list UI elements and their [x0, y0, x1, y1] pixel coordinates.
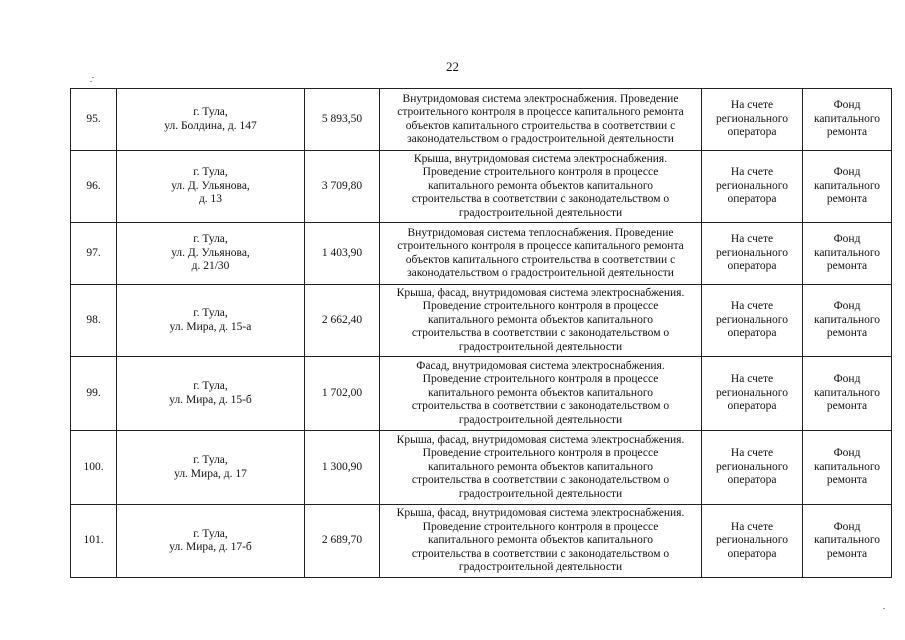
table-row: [71, 357, 892, 431]
account-type: На счете регионального оператора: [716, 520, 788, 560]
building-address: г. Тула, ул. Болдина, д. 147: [164, 106, 257, 132]
table-row: [71, 431, 892, 505]
repair-works: Фасад, внутридомовая система электроснабжения. Проведение строительного контроля в процессе капитального ремонта объектов капитального строительства в соответствии с законодательством о градостроительной деятельности: [411, 359, 670, 426]
row-number: 95.: [71, 89, 117, 151]
building-address: г. Тула, ул. Д. Ульянова, д. 21/30: [171, 233, 250, 273]
account-type: На счете регионального оператора: [716, 166, 788, 206]
building-area: 2 662,40: [305, 285, 380, 357]
funding-source: Фонд капитального ремонта: [813, 99, 881, 139]
repair-works: Внутридомовая система электроснабжения. Проведение строительного контроля в процессе капитального ремонта объектов капитального строительства в соответствии с законодательством о градостроительной деятельности: [397, 92, 684, 145]
funding-source: Фонд капитального ремонта: [813, 233, 881, 273]
table-row: [71, 505, 892, 578]
row-number: 96.: [71, 151, 117, 223]
building-area: 5 893,50: [305, 89, 380, 151]
building-area: 1 702,00: [305, 357, 380, 431]
funding-source: Фонд капитального ремонта: [813, 300, 881, 340]
page-number: 22: [446, 59, 459, 74]
account-type: На счете регионального оператора: [716, 300, 788, 340]
building-area: 1 403,90: [305, 223, 380, 285]
building-address: г. Тула, ул. Д. Ульянова, д. 13: [171, 166, 250, 206]
building-address: г. Тула, ул. Мира, д. 17-б: [169, 527, 252, 553]
funding-source: Фонд капитального ремонта: [813, 520, 881, 560]
scan-speck: [883, 608, 885, 609]
row-number: 99.: [71, 357, 117, 431]
building-area: 1 300,90: [305, 431, 380, 505]
building-area: 2 689,70: [305, 505, 380, 578]
account-type: На счете регионального оператора: [716, 373, 788, 413]
repair-works: Крыша, фасад, внутридомовая система электроснабжения. Проведение строительного контроля в процессе капитального ремонта объектов капитального строительства в соответствии с законодательством о градостроительной деятельности: [396, 433, 685, 500]
scan-speck: [92, 77, 94, 78]
repair-registry-table: [70, 88, 892, 578]
table-row: [71, 151, 892, 223]
building-address: г. Тула, ул. Мира, д. 15-а: [169, 307, 252, 333]
scan-speck: [90, 81, 92, 82]
table-row: [71, 89, 892, 151]
account-type: На счете регионального оператора: [716, 447, 788, 487]
row-number: 97.: [71, 223, 117, 285]
building-address: г. Тула, ул. Мира, д. 15-б: [169, 380, 252, 406]
building-address: г. Тула, ул. Мира, д. 17: [174, 454, 247, 480]
funding-source: Фонд капитального ремонта: [813, 373, 881, 413]
building-area: 3 709,80: [305, 151, 380, 223]
funding-source: Фонд капитального ремонта: [813, 447, 881, 487]
repair-works: Крыша, внутридомовая система электроснабжения. Проведение строительного контроля в процессе капитального ремонта объектов капитального строительства в соответствии с законодательством о градостроительной деятельности: [411, 152, 670, 219]
row-number: 100.: [71, 431, 117, 505]
row-number: 98.: [71, 285, 117, 357]
account-type: На счете регионального оператора: [716, 99, 788, 139]
repair-works: Крыша, фасад, внутридомовая система электроснабжения. Проведение строительного контроля в процессе капитального ремонта объектов капитального строительства в соответствии с законодательством о градостроительной деятельности: [396, 286, 685, 353]
funding-source: Фонд капитального ремонта: [813, 166, 881, 206]
account-type: На счете регионального оператора: [716, 233, 788, 273]
table-row: [71, 285, 892, 357]
repair-works: Крыша, фасад, внутридомовая система электроснабжения. Проведение строительного контроля в процессе капитального ремонта объектов капитального строительства в соответствии с законодательством о градостроительной деятельности: [396, 507, 685, 574]
row-number: 101.: [71, 505, 117, 578]
repair-works: Внутридомовая система теплоснабжения. Проведение строительного контроля в процессе капитального ремонта объектов капитального строительства в соответствии с законодательством о градостроительной деятельности: [397, 226, 684, 279]
table-row: [71, 223, 892, 285]
